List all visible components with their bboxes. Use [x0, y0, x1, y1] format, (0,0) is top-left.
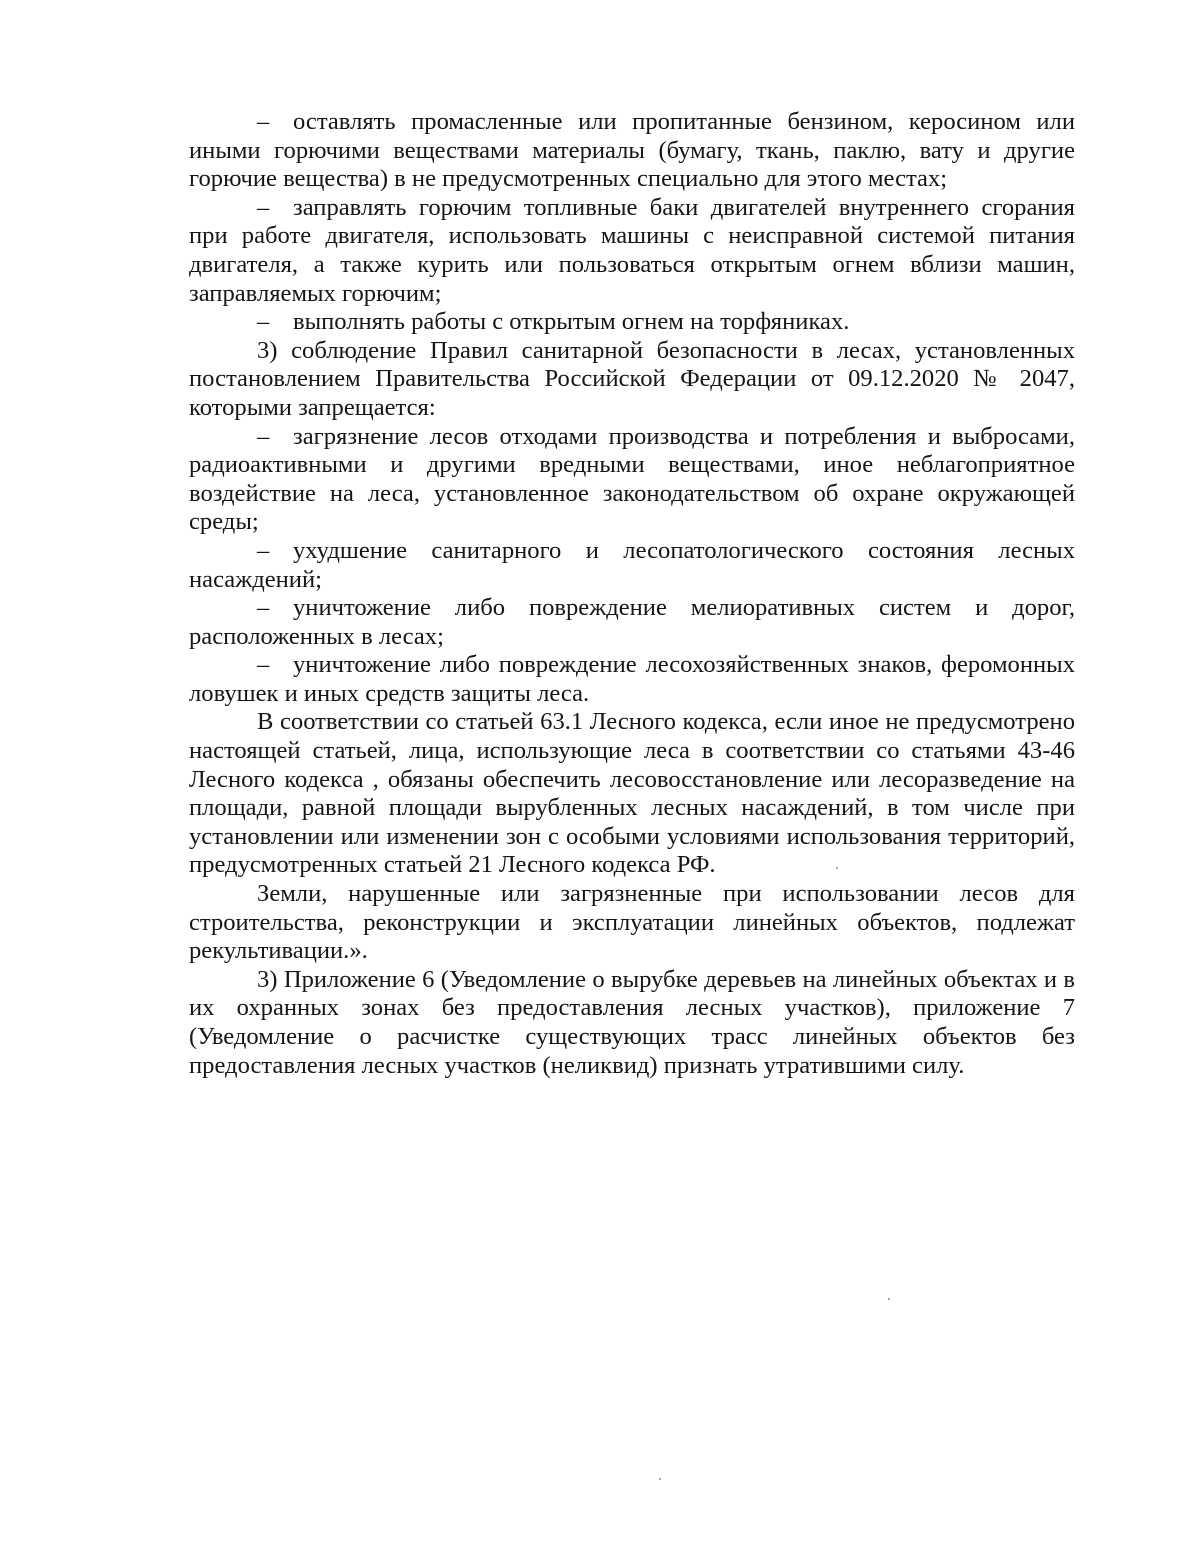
- sanitary-item-4-text: уничтожение либо повреждение лесохозяйственных знаков, феромонных ловушек и иных средств защиты леса.: [189, 651, 1075, 707]
- fire-rule-item-1-text: оставлять промасленные или пропитанные бензином, керосином или иными горючими веществами материалы (бумагу, ткань, паклю, вату и другие горючие вещества) в не предусмотренных специально для этого местах;: [189, 108, 1075, 193]
- list-dash: –: [257, 536, 270, 564]
- fire-rule-item-3-text: выполнять работы с открытым огнем на торфяниках.: [293, 308, 850, 336]
- fire-rule-item-1: [189, 108, 1075, 194]
- list-dash: –: [257, 193, 270, 221]
- list-dash: –: [257, 651, 270, 679]
- recultivation-paragraph: Земли, нарушенные или загрязненные при использовании лесов для строительства, реконструкции и эксплуатации линейных объектов, подлежат рекультивации.».: [189, 880, 1075, 965]
- sanitary-item-2: [189, 537, 1075, 594]
- fire-rule-item-2-text: заправлять горючим топливные баки двигателей внутреннего сгорания при работе двигателя, использовать машины с неисправной системой питания двигателя, а также курить или пользоваться открытым огнем вблизи машин, заправляемых горючим;: [189, 193, 1075, 307]
- sanitary-item-3-text: уничтожение либо повреждение мелиоративных систем и дорог, расположенных в лесах;: [189, 594, 1075, 650]
- fire-rule-item-3: [189, 308, 1075, 337]
- sanitary-item-2-text: ухудшение санитарного и лесопатологического состояния лесных насаждений;: [189, 536, 1075, 593]
- fire-rule-item-2: [189, 194, 1075, 308]
- scan-speck: [659, 1478, 661, 1480]
- sanitary-item-4: [189, 651, 1075, 708]
- sanitary-item-1-text: загрязнение лесов отходами производства и потребления и выбросами, радиоактивными и другими вредными веществами, иное неблагоприятное воздействие на леса, установленное законодательством об охране окружающей среды;: [189, 422, 1075, 536]
- sanitary-item-1: [189, 423, 1075, 537]
- list-dash: –: [257, 308, 270, 336]
- reforestation-paragraph: В соответствии со статьей 63.1 Лесного кодекса, если иное не предусмотрено настоящей статьей, лица, использующие леса в соответствии со статьями 43-46 Лесного кодекса , обязаны обеспечить лесовосстановление или лесоразведение на площади, равной площади вырубленных лесных насаждений, в том числе при установлении или изменении зон с особыми условиями использования территорий, предусмотренных статьей 21 Лесного кодекса РФ.: [189, 708, 1075, 879]
- sanitary-item-3: [189, 594, 1075, 651]
- scan-speck: [888, 1298, 890, 1300]
- list-dash: –: [257, 594, 270, 622]
- list-dash: –: [257, 108, 270, 135]
- list-dash: –: [257, 422, 270, 450]
- sanitary-rules-intro: 3) соблюдение Правил санитарной безопасности в лесах, установленных постановлением Правительства Российской Федерации от 09.12.2020 № 2047, которыми запрещается:: [189, 336, 1075, 421]
- scan-speck: [836, 867, 838, 869]
- annex-paragraph: 3) Приложение 6 (Уведомление о вырубке деревьев на линейных объектах и в их охранных зонах без предоставления лесных участков), приложение 7 (Уведомление о расчистке существующих трасс линейных объектов без предоставления лесных участков (неликвид) признать утратившими силу.: [189, 965, 1075, 1079]
- document-body: [189, 108, 1075, 1080]
